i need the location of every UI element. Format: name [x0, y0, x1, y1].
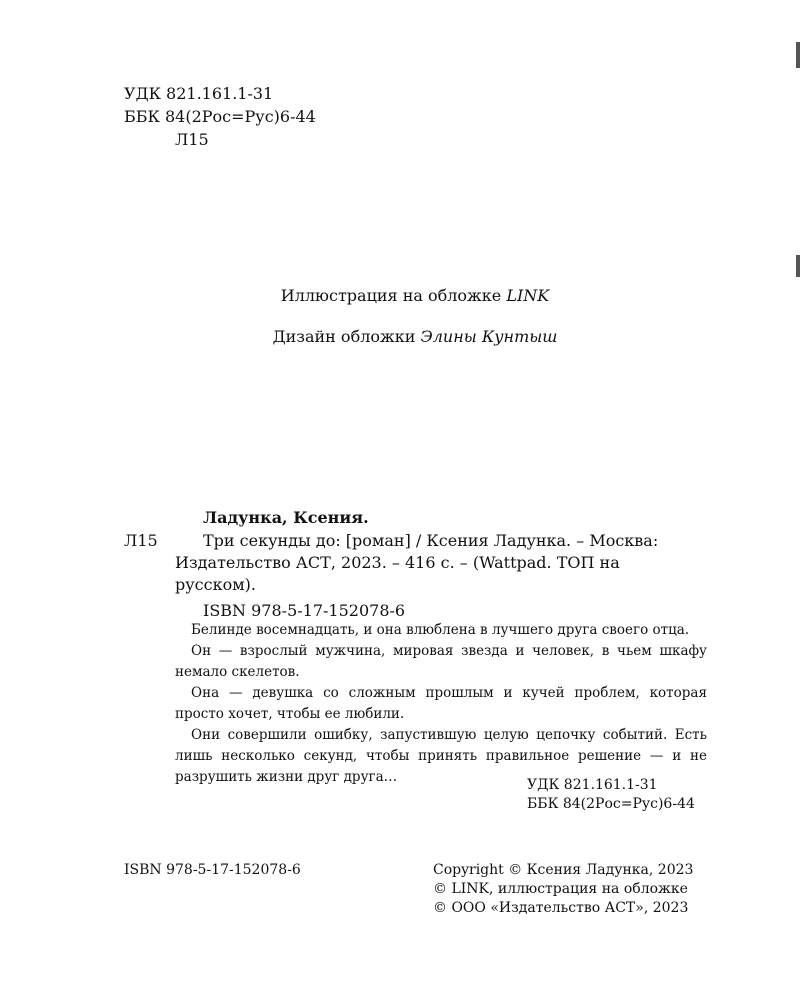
footer-copyright-line-3: © ООО «Издательство АСТ», 2023	[433, 900, 689, 916]
catalog-author-mark: Л15	[124, 531, 158, 550]
catalog-description-line-2: Издательство АСТ, 2023. – 416 с. – (Wattpad. ТОП на	[175, 553, 620, 572]
footer-copyright-line-2: © LINK, иллюстрация на обложке	[433, 881, 688, 897]
design-credit-name: Элины Кунтыш	[420, 327, 558, 346]
annotation-paragraph-1: Белинде восемнадцать, и она влюблена в лучшего друга своего отца.	[191, 622, 690, 638]
annotation-paragraph-2: Он — взрослый мужчина, мировая звезда и человек, в чьем шкафу немало скелетов.	[175, 643, 707, 680]
top-udk-code: УДК 821.161.1-31	[124, 84, 274, 103]
catalog-udk-code: УДК 821.161.1-31	[527, 777, 658, 793]
design-credit-prefix: Дизайн обложки	[272, 327, 421, 346]
page-edge-mark-top	[796, 42, 800, 68]
annotation-paragraph-4: Они совершили ошибку, запустившую целую цепочку событий. Есть лишь несколько секунд, чтобы принять правильное решение — и не разрушить жизни друг друга…	[175, 727, 707, 785]
design-credit	[0, 327, 800, 347]
catalog-description-line-3: русском).	[175, 575, 256, 594]
illustration-credit	[0, 286, 800, 306]
catalog-author-heading: Ладунка, Ксения.	[203, 508, 369, 527]
page-edge-mark-middle	[796, 255, 800, 277]
footer-isbn: ISBN 978-5-17-152078-6	[124, 862, 301, 878]
illustration-credit-name: LINK	[506, 286, 550, 305]
footer-copyright-line-1: Copyright © Ксения Ладунка, 2023	[433, 862, 694, 878]
top-bbk-code: ББК 84(2Рос=Рус)6-44	[124, 107, 316, 126]
catalog-isbn: ISBN 978-5-17-152078-6	[203, 601, 406, 620]
illustration-credit-prefix: Иллюстрация на обложке	[280, 286, 507, 305]
annotation-paragraph-3: Она — девушка со сложным прошлым и кучей проблем, которая просто хочет, чтобы ее любили.	[175, 685, 707, 722]
top-author-mark: Л15	[175, 130, 209, 149]
catalog-annotation	[175, 620, 707, 788]
catalog-bbk-code: ББК 84(2Рос=Рус)6-44	[527, 796, 695, 812]
catalog-description-line-1: Три секунды до: [роман] / Ксения Ладунка. – Москва:	[203, 531, 659, 550]
